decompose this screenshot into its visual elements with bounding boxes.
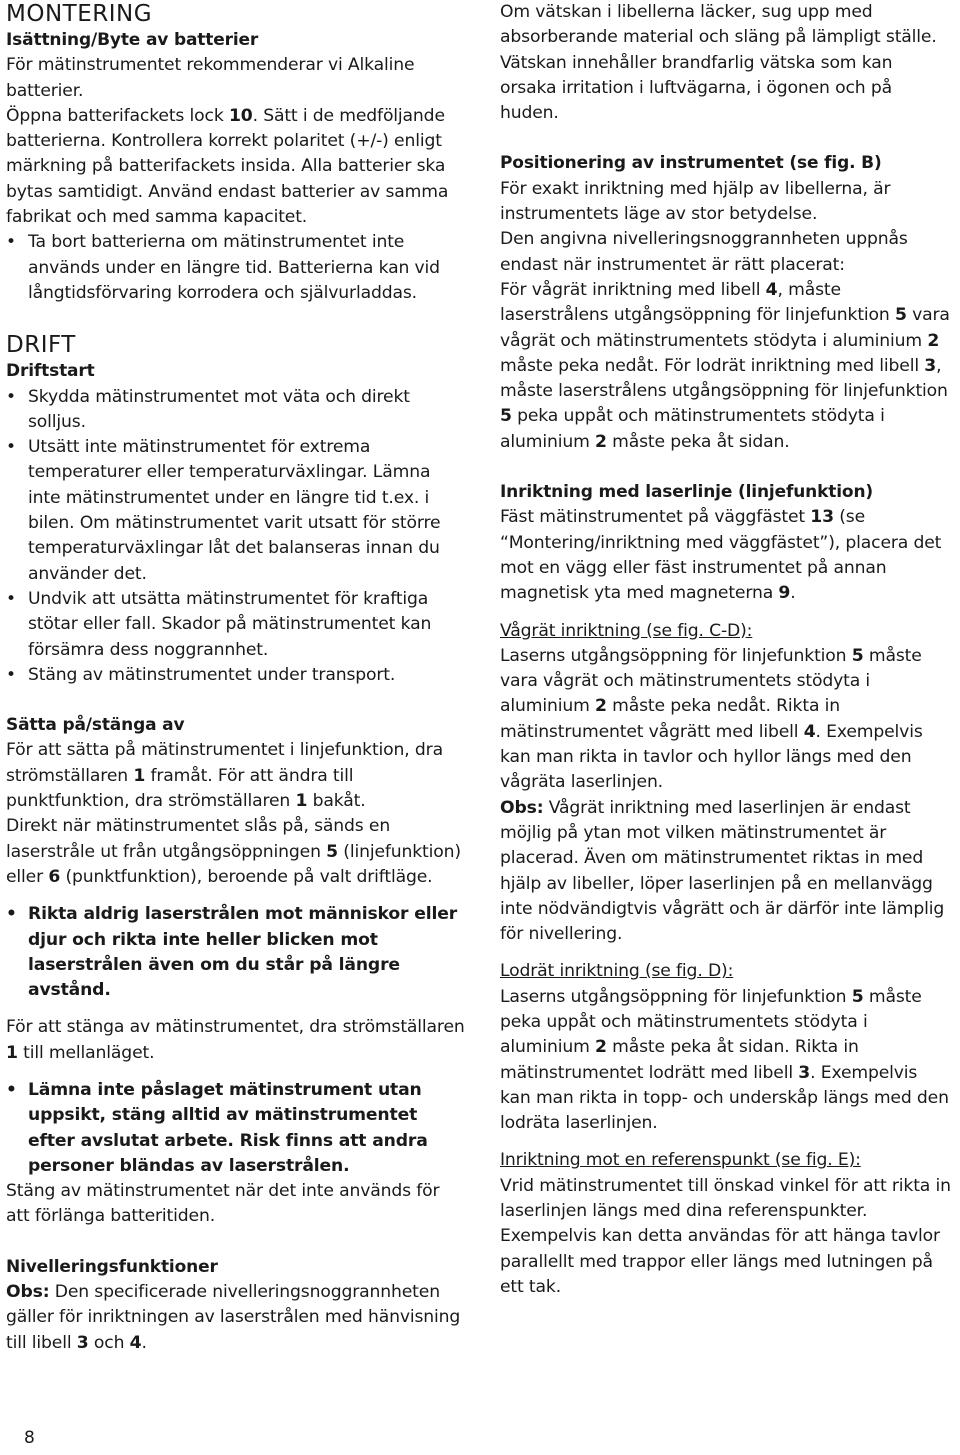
- laserline-paragraph: [500, 505, 952, 606]
- list-item: • Utsätt inte mätinstrumentet för extrema temperaturer eller temperaturväxlingar. Lämna inte mätinstrumentet under en längre tid t.ex. i bilen. Om mätinstrumentet varit utsatt för större temperaturväxlingar låt det balanseras innan du använder det.: [6, 435, 466, 587]
- position-text: För vågrät inriktning med libell: [500, 279, 766, 300]
- position-paragraph-1: För exakt inriktning med hjälp av libellerna, är instrumentets läge av stor betydelse.: [500, 178, 891, 225]
- level-text: Den specificerade nivelleringsnoggrannheten gäller för inriktningen av laserstrålen med hänvisning till libell: [6, 1282, 461, 1353]
- part-number: 3: [76, 1332, 89, 1353]
- right-column: [500, 0, 952, 1300]
- horizontal-obs-text: Vågrät inriktning med laserlinjen är endast möjlig på ytan mot vilken mätinstrumentet är placerad. Även om mätinstrumentet riktas in med hjälp av libeller, löper laserlinjen på en mellanvägg inte nödvändigtvis vågrätt och är därför inte lämplig för nivellering.: [500, 797, 945, 945]
- part-number: 3: [924, 355, 937, 376]
- part-number: 4: [129, 1332, 142, 1353]
- part-number: 1: [133, 765, 146, 786]
- onoff-text-cont: framåt. För att ändra till punktfunktion, dra strömställaren: [6, 765, 354, 812]
- obs-label: Obs:: [6, 1282, 50, 1303]
- driftstart-heading: Driftstart: [6, 361, 95, 382]
- part-number: 9: [778, 583, 791, 604]
- warning-item: • Lämna inte påslaget mätinstrument utan uppsikt, stäng alltid av mätinstrumentet efter avslutat arbete. Risk finns att andra personer bländas av laserstrålen.: [6, 1078, 466, 1179]
- list-item: • Skydda mätinstrumentet mot väta och direkt solljus.: [6, 385, 466, 436]
- part-number: 1: [295, 791, 308, 812]
- direct-text: Direkt när mätinstrumentet slås på, sänds en laserstråle ut från utgångsöppningen: [6, 816, 391, 862]
- part-number: 13: [810, 507, 834, 528]
- off-text: För att stänga av mätinstrumentet, dra strömställaren: [6, 1017, 465, 1038]
- horizontal-paragraph: [500, 644, 952, 796]
- page-number: 8: [24, 1428, 35, 1448]
- laserline-text: Fäst mätinstrumentet på väggfästet: [500, 507, 811, 528]
- batteries-open-text: Öppna batterifackets lock: [6, 105, 229, 126]
- part-number: 5: [326, 841, 338, 862]
- direct-text-cont: (linjefunktion) eller: [6, 841, 461, 887]
- batteries-bullet-list: [6, 230, 466, 306]
- part-number: 1: [6, 1042, 18, 1063]
- laserline-heading: Inriktning med laserlinje (linjefunktion): [500, 482, 874, 503]
- left-column: [6, 0, 466, 1356]
- list-item: • Ta bort batterierna om mätinstrumentet inte används under en längre tid. Batterierna kan vid långtidsförvaring korrodera och självurladdas.: [6, 230, 466, 306]
- reference-paragraph: Vrid mätinstrumentet till önskad vinkel för att rikta in laserlinjen längs med dina referenspunkter. Exempelvis kan detta användas för att hänga tavlor parallellt med trappor eller längs med lutningen på ett tak.: [500, 1175, 951, 1297]
- off-text-end: till mellanläget.: [17, 1042, 155, 1063]
- position-text: vara vågrät och mätinstrumentets stödyta i aluminium: [500, 305, 950, 351]
- montering-title: MONTERING: [6, 1, 153, 27]
- level-paragraph: [6, 1280, 466, 1356]
- part-number: 2: [595, 431, 607, 452]
- batteries-heading: Isättning/Byte av batterier: [6, 30, 259, 50]
- direct-paragraph: [6, 814, 466, 890]
- horizontal-text: . Exempelvis kan man rikta in tavlor och hyllor längs med den vågräta laserlinjen.: [500, 721, 923, 793]
- warning-list-1: [6, 902, 466, 1003]
- part-number: 6: [48, 866, 61, 887]
- part-number: 2: [927, 330, 940, 351]
- drift-bullet-list: [6, 385, 466, 689]
- position-paragraph-3: [500, 278, 952, 455]
- part-number: 10: [228, 105, 253, 126]
- level-heading: Nivelleringsfunktioner: [6, 1256, 218, 1277]
- direct-text-end: (punktfunktion), beroende på valt driftläge.: [60, 866, 433, 887]
- off-note: Stäng av mätinstrumentet när det inte används för att förlänga batteritiden.: [6, 1181, 440, 1227]
- batteries-text: För mätinstrumentet rekommenderar vi Alkaline batterier.: [6, 55, 415, 101]
- leak-paragraph: Om vätskan i libellerna läcker, sug upp med absorberande material och släng på lämpligt ställe. Vätskan innehåller brandfarlig vätska som kan orsaka irritation i luftvägarna, i ögonen och på huden.: [500, 2, 937, 124]
- level-text-cont: och: [88, 1332, 130, 1353]
- vertical-text: . Exempelvis kan man rikta in topp- och underskåp längs med den lodräta laserlinjen.: [500, 1062, 949, 1134]
- part-number: 5: [851, 986, 864, 1007]
- part-number: 5: [851, 645, 864, 666]
- onoff-text-end: bakåt.: [307, 791, 366, 812]
- list-item: • Stäng av mätinstrumentet under transport.: [6, 663, 466, 688]
- horizontal-text: Laserns utgångsöppning för linjefunktion: [500, 645, 852, 666]
- position-text: , måste laserstrålens utgångsöppning för linjefunktion: [500, 279, 895, 326]
- laserline-text: (se “Montering/inriktning med väggfästet”), placera det mot en vägg eller fäst instrumentet på annan magnetisk yta med magneterna: [500, 507, 942, 604]
- position-text: , måste laserstrålens utgångsöppning för linjefunktion: [500, 355, 948, 402]
- warning-list-2: [6, 1078, 466, 1179]
- drift-title: DRIFT: [6, 332, 76, 359]
- part-number: 4: [765, 279, 778, 300]
- onoff-paragraph: [6, 738, 466, 814]
- part-number: 5: [500, 406, 512, 427]
- position-text: måste peka åt sidan.: [606, 431, 790, 452]
- horizontal-heading: Vågrät inriktning (se fig. C-D):: [500, 620, 753, 641]
- vertical-heading: Lodrät inriktning (se fig. D):: [500, 961, 734, 982]
- batteries-open-text-cont: . Sätt i de medföljande batterierna. Kontrollera korrekt polaritet (+/-) enligt märkning på batterifackets insida. Alla batterier ska bytas samtidigt. Använd endast batterier av samma fabrikat och med samma kapacitet.: [6, 105, 449, 228]
- obs-label: Obs:: [500, 797, 544, 818]
- laserline-text: .: [790, 583, 796, 604]
- part-number: 5: [894, 305, 907, 326]
- horizontal-text: måste vara vågrät och mätinstrumentets stödyta i aluminium: [500, 645, 922, 717]
- part-number: 2: [595, 696, 607, 717]
- vertical-paragraph: [500, 985, 952, 1137]
- warning-item: • Rikta aldrig laserstrålen mot människor eller djur och rikta inte heller blicken mot laserstrålen även om du står på längre avstånd.: [6, 902, 466, 1003]
- onoff-text: För att sätta på mätinstrumentet i linjefunktion, dra strömställaren: [6, 740, 443, 786]
- off-paragraph: [6, 1015, 466, 1066]
- position-paragraph-2: Den angivna nivelleringsnoggrannheten uppnås endast när instrumentet är rätt placerat:: [500, 229, 908, 275]
- level-text-end: .: [141, 1332, 147, 1353]
- part-number: 4: [803, 721, 816, 742]
- vertical-text: måste peka åt sidan. Rikta in mätinstrumentet lodrätt med libell: [500, 1037, 859, 1083]
- horizontal-text: måste peka nedåt. Rikta in mätinstrumentet vågrätt med libell: [500, 696, 841, 742]
- part-number: 3: [798, 1062, 811, 1083]
- onoff-heading: Sätta på/stänga av: [6, 715, 185, 736]
- vertical-text: Laserns utgångsöppning för linjefunktion: [500, 986, 852, 1007]
- batteries-paragraph: [6, 53, 466, 230]
- position-heading: Positionering av instrumentet (se fig. B): [500, 153, 882, 174]
- position-text: måste peka nedåt. För lodrät inriktning med libell: [500, 355, 925, 376]
- vertical-text: måste peka uppåt och mätinstrumentets stödyta i aluminium: [500, 986, 922, 1058]
- reference-heading: Inriktning mot en referenspunkt (se fig. E):: [500, 1150, 861, 1171]
- horizontal-obs-paragraph: [500, 796, 952, 948]
- position-text: peka uppåt och mätinstrumentets stödyta i aluminium: [500, 406, 885, 452]
- list-item: • Undvik att utsätta mätinstrumentet för kraftiga stötar eller fall. Skador på mätinstrumentet kan försämra dess noggrannhet.: [6, 587, 466, 663]
- part-number: 2: [595, 1037, 607, 1058]
